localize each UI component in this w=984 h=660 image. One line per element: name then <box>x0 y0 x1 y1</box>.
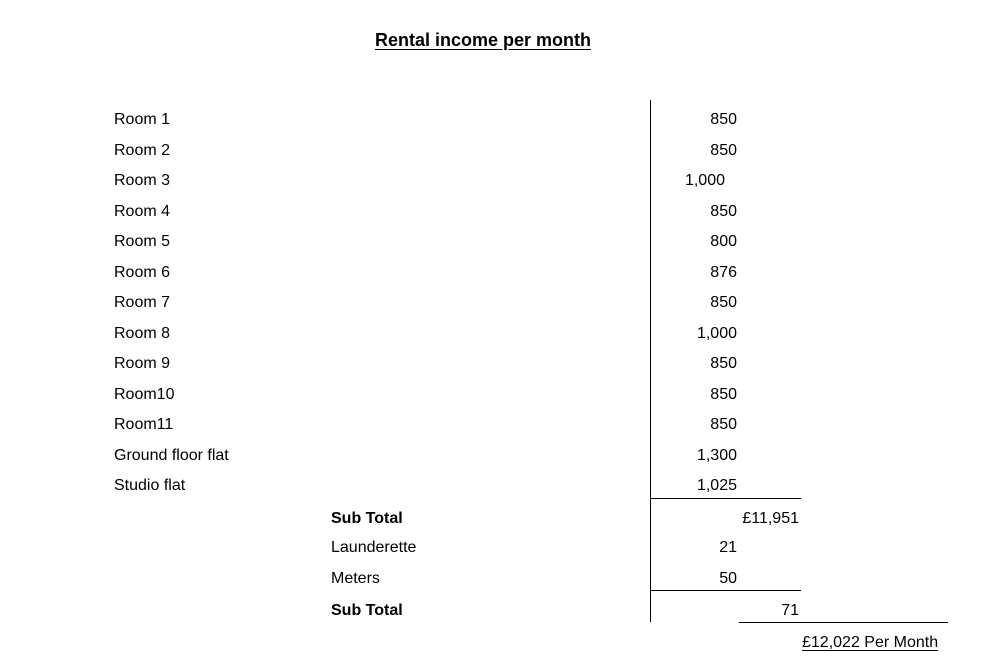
subtotal-label: Sub Total <box>331 602 403 619</box>
row-amount: 850 <box>710 355 737 372</box>
row-label: Room 7 <box>114 294 171 311</box>
row-label: Room 8 <box>114 325 171 342</box>
row-amount: 850 <box>710 203 737 220</box>
row-amount: 850 <box>710 294 737 311</box>
row-amount: 1,000 <box>696 325 737 342</box>
extra-label: Launderette <box>331 539 417 556</box>
subtotal-rule <box>650 590 801 591</box>
row-label: Room11 <box>114 416 174 433</box>
extra-label: Meters <box>331 570 380 587</box>
row-amount: 1,300 <box>696 447 737 464</box>
column-divider <box>650 100 651 622</box>
extra-amount: 50 <box>719 570 737 587</box>
subtotal-rule <box>650 498 801 499</box>
row-amount: 1,025 <box>696 477 737 494</box>
page-title: Rental income per month <box>375 30 592 50</box>
row-label: Room 1 <box>114 111 171 128</box>
subtotal-value: 71 <box>781 602 799 619</box>
row-amount: 850 <box>710 386 737 403</box>
row-label: Room 9 <box>114 355 171 372</box>
row-label: Room 3 <box>114 172 171 189</box>
row-amount: 850 <box>710 142 737 159</box>
row-label: Room 4 <box>114 203 171 220</box>
subtotal-value: £11,951 <box>742 510 799 527</box>
row-amount: 800 <box>710 233 737 250</box>
row-label: Studio flat <box>114 477 186 494</box>
row-label: Room10 <box>114 386 175 403</box>
subtotal-label: Sub Total <box>331 510 403 527</box>
row-label: Ground floor flat <box>114 447 229 464</box>
row-amount: 876 <box>710 264 737 281</box>
row-amount: 850 <box>710 416 737 433</box>
total-rule <box>739 622 948 623</box>
extra-amount: 21 <box>719 539 737 556</box>
row-label: Room 2 <box>114 142 171 159</box>
row-label: Room 5 <box>114 233 171 250</box>
row-amount: 1,000 <box>684 172 725 189</box>
row-label: Room 6 <box>114 264 171 281</box>
row-amount: 850 <box>710 111 737 128</box>
grand-total: £12,022 Per Month <box>802 634 939 651</box>
